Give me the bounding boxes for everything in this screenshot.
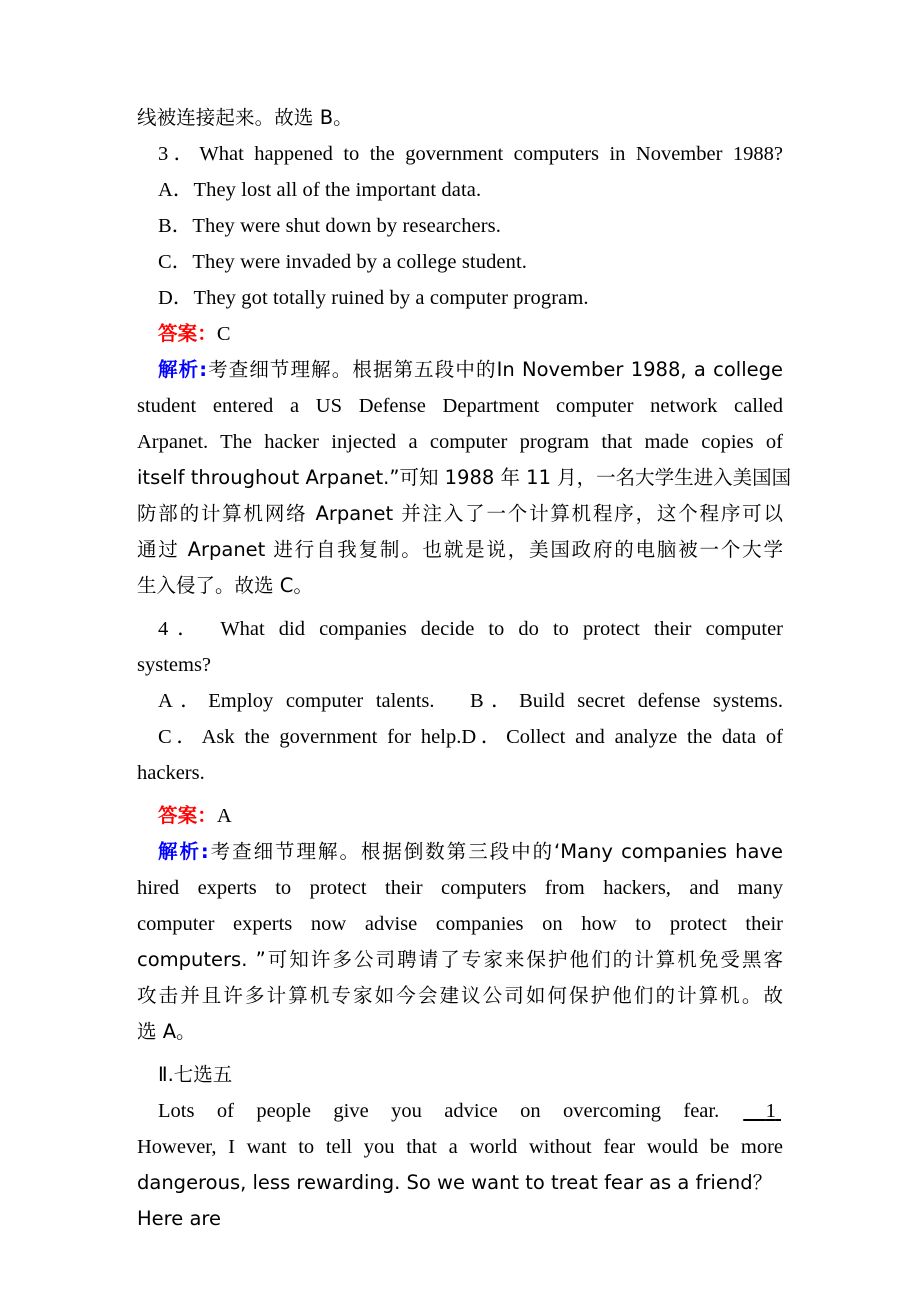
page-content — [137, 100, 792, 1237]
analysis-text-1: 考查细节理解。根据第五段中的In November 1988, a college — [207, 358, 783, 381]
question-4-analysis-line-1 — [137, 834, 783, 870]
analysis-text-7: 生入侵了。故选 C。 — [137, 574, 313, 597]
question-3-option-a: A．They lost all of the important data. — [158, 179, 482, 201]
question-4-stem-line-2: systems? — [137, 654, 212, 676]
question-4-options-row-2: C．Ask the government for help.D．Collect and analyze the data of — [158, 726, 783, 748]
analysis-text-4: itself throughout Arpanet.”可知 1988 年 11 月，一名大学生进入美国国 — [137, 466, 792, 489]
question-4-analysis-line-2: hired experts to protect their computers from hackers, and many — [137, 877, 783, 899]
passage-text-1: Lots of people give you advice on overcoming fear. — [158, 1100, 720, 1122]
question-4-options-row-3: hackers. — [137, 762, 205, 784]
analysis-text-6: 通过 Arpanet 进行自我复制。也就是说，美国政府的电脑被一个大学 — [137, 538, 783, 561]
question-4-analysis-line-5 — [137, 978, 783, 1014]
analysis4-text-6: 选 A。 — [137, 1020, 196, 1043]
passage-line-2: However, I want to tell you that a world without fear would be more — [137, 1136, 783, 1158]
question-3-analysis-line-7 — [137, 568, 783, 604]
answer-label: 答案： — [158, 322, 217, 345]
question-3-analysis-line-4 — [137, 460, 792, 496]
paragraph-gap-1 — [137, 604, 783, 611]
section-2-heading-text: Ⅱ.七选五 — [158, 1063, 233, 1086]
question-3-analysis-line-2: student entered a US Defense Department computer network called — [137, 395, 783, 417]
question-4-answer-value: A — [216, 805, 232, 827]
passage-line-1 — [137, 1093, 783, 1129]
question-3-answer-row — [137, 316, 783, 352]
question-4-options-row-1: A．Employ computer talents. B．Build secret defense systems. — [158, 690, 783, 712]
carryover-line — [137, 100, 783, 136]
passage-blank-1[interactable] — [741, 1100, 783, 1122]
question-3-analysis-line-1 — [137, 352, 783, 388]
passage-text-3: dangerous, less rewarding. So we want to treat fear as a friend？ Here are — [137, 1171, 773, 1230]
question-3-analysis-line-5 — [137, 496, 783, 532]
analysis-text-5: 防部的计算机网络 Arpanet 并注入了一个计算机程序，这个程序可以 — [137, 502, 783, 525]
question-3-answer-value: C — [216, 323, 231, 345]
question-3-analysis-line-3: Arpanet. The hacker injected a computer program that made copies of — [137, 431, 783, 453]
question-4-analysis-line-6 — [137, 1014, 783, 1050]
paragraph-gap-2 — [137, 791, 783, 798]
analysis4-text-5: 攻击并且许多计算机专家如今会建议公司如何保护他们的计算机。故 — [137, 984, 783, 1007]
question-4-analysis-line-4 — [137, 942, 783, 978]
question-3-analysis-line-6 — [137, 532, 783, 568]
question-3-option-c: C．They were invaded by a college student. — [158, 251, 527, 273]
analysis4-text-4: computers. ”可知许多公司聘请了专家来保护他们的计算机免受黑客 — [137, 948, 783, 971]
answer-label: 答案： — [158, 804, 217, 827]
analysis4-text-1: 考查细节理解。根据倒数第三段中的‘Many companies have — [208, 840, 783, 863]
question-3-stem: 3．What happened to the government computers in November 1988? — [158, 143, 783, 165]
question-3-option-b: B．They were shut down by researchers. — [158, 215, 501, 237]
analysis-label: 解析: — [158, 840, 209, 863]
question-4-answer-row — [137, 798, 783, 834]
paragraph-gap-3 — [137, 1050, 783, 1057]
section-2-heading — [137, 1057, 783, 1093]
passage-line-3 — [137, 1165, 783, 1237]
carryover-text: 线被连接起来。故选 B。 — [137, 106, 353, 129]
analysis-label: 解析: — [158, 358, 208, 381]
question-4-stem-line-1: 4． What did companies decide to do to protect their computer — [158, 618, 783, 640]
question-3-option-d: D．They got totally ruined by a computer program. — [158, 287, 589, 309]
passage-blank-number: 1 — [765, 1100, 776, 1122]
question-4-analysis-line-3: computer experts now advise companies on how to protect their — [137, 913, 783, 935]
